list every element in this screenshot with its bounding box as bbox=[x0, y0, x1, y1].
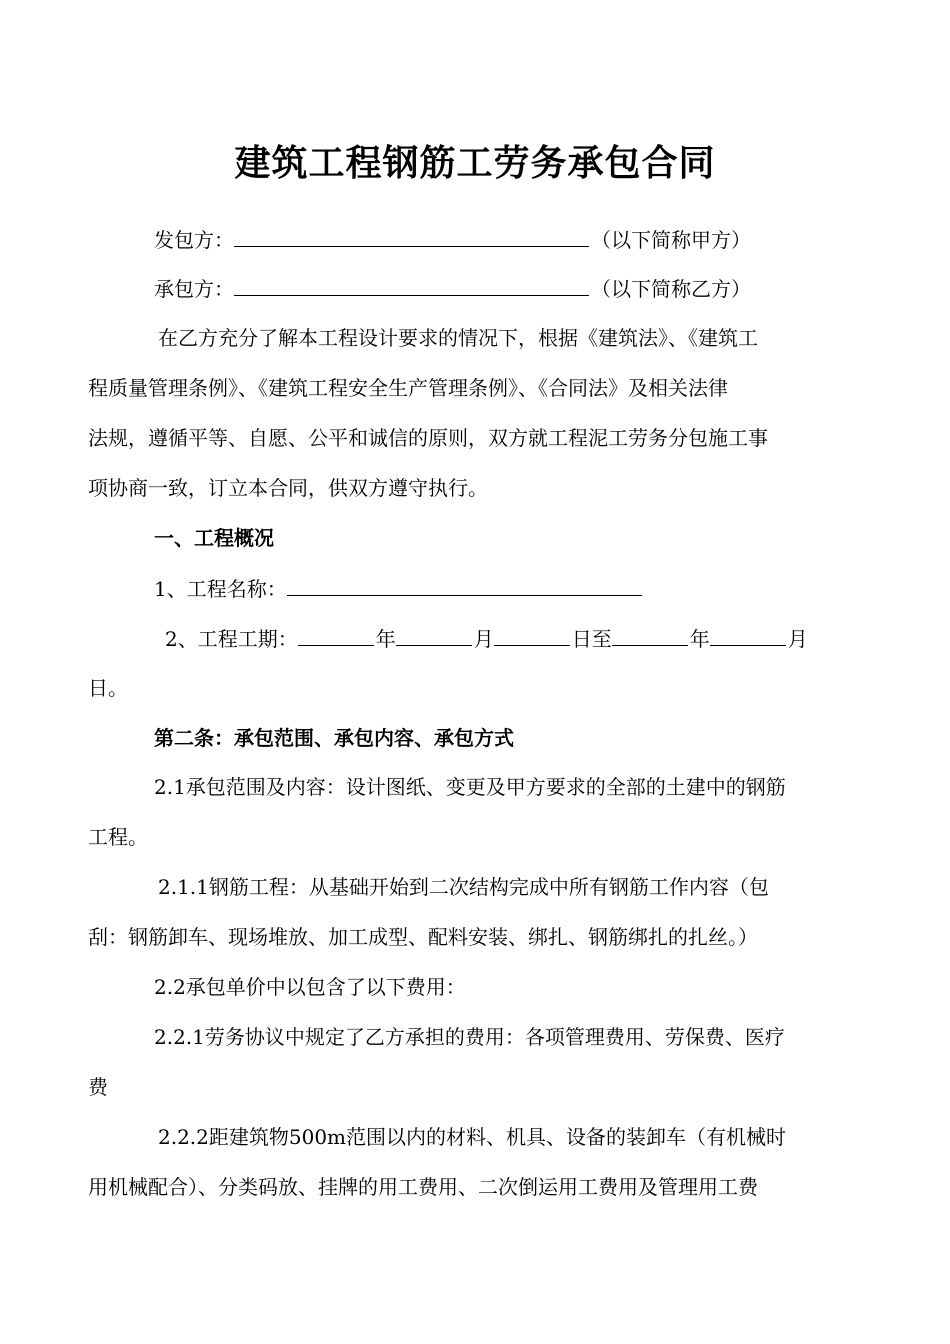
preamble-line-3: 法规，遵循平等、自愿、公平和诚信的原则，双方就工程泥工劳务分包施工事 bbox=[88, 426, 768, 450]
project-name-line bbox=[154, 573, 934, 604]
section-2-heading: 第二条：承包范围、承包内容、承包方式 bbox=[154, 726, 514, 750]
section-1-heading: 一、工程概况 bbox=[154, 526, 274, 550]
end-month-unit: 月 bbox=[787, 627, 808, 651]
clause-2-2-2-line-1: 2.2.2距建筑物500m范围以内的材料、机具、设备的装卸车（有机械时 bbox=[158, 1125, 787, 1149]
start-month-blank bbox=[396, 623, 472, 646]
period-line bbox=[165, 623, 945, 654]
period-label: 2、工程工期： bbox=[165, 627, 298, 651]
start-month-unit: 月 bbox=[473, 627, 494, 651]
start-day-to: 日至 bbox=[571, 627, 612, 651]
party-b-line bbox=[154, 273, 934, 304]
party-a-blank bbox=[234, 224, 589, 247]
party-b-suffix: （以下简称乙方） bbox=[591, 277, 751, 301]
project-name-label: 1、工程名称： bbox=[154, 577, 287, 601]
period-end-line: 日。 bbox=[88, 676, 128, 700]
clause-2-2-1-line-1: 2.2.1劳务协议中规定了乙方承担的费用：各项管理费用、劳保费、医疗 bbox=[154, 1025, 785, 1049]
party-b-blank bbox=[234, 273, 589, 296]
preamble-line-2: 程质量管理条例》、《建筑工程安全生产管理条例》、《合同法》及相关法律 bbox=[88, 376, 728, 400]
clause-2-1-1-line-1: 2.1.1钢筋工程：从基础开始到二次结构完成中所有钢筋工作内容（包 bbox=[158, 875, 769, 899]
clause-2-1-1-line-2: 刮：钢筋卸车、现场堆放、加工成型、配料安装、绑扎、钢筋绑扎的扎丝。） bbox=[88, 925, 758, 949]
preamble-line-1: 在乙方充分了解本工程设计要求的情况下，根据《建筑法》、《建筑工 bbox=[158, 326, 758, 350]
clause-2-2: 2.2承包单价中以包含了以下费用： bbox=[154, 975, 466, 999]
start-year-blank bbox=[298, 623, 374, 646]
clause-2-1-line-2: 工程。 bbox=[88, 825, 148, 849]
start-year-unit: 年 bbox=[375, 627, 396, 651]
document-title: 建筑工程钢筋工劳务承包合同 bbox=[234, 143, 716, 184]
end-year-blank bbox=[612, 623, 688, 646]
clause-2-2-1-line-2: 费 bbox=[88, 1075, 108, 1099]
party-a-line bbox=[154, 224, 934, 255]
party-a-label: 发包方： bbox=[154, 228, 234, 252]
preamble-line-4: 项协商一致，订立本合同，供双方遵守执行。 bbox=[88, 476, 488, 500]
end-year-unit: 年 bbox=[689, 627, 710, 651]
party-b-label: 承包方： bbox=[154, 277, 234, 301]
end-month-blank bbox=[710, 623, 786, 646]
start-day-blank bbox=[494, 623, 570, 646]
project-name-blank bbox=[287, 573, 642, 596]
party-a-suffix: （以下简称甲方） bbox=[591, 228, 751, 252]
clause-2-1-line-1: 2.1承包范围及内容：设计图纸、变更及甲方要求的全部的土建中的钢筋 bbox=[154, 775, 786, 799]
clause-2-2-2-line-2: 用机械配合）、分类码放、挂牌的用工费用、二次倒运用工费用及管理用工费 bbox=[88, 1175, 758, 1199]
